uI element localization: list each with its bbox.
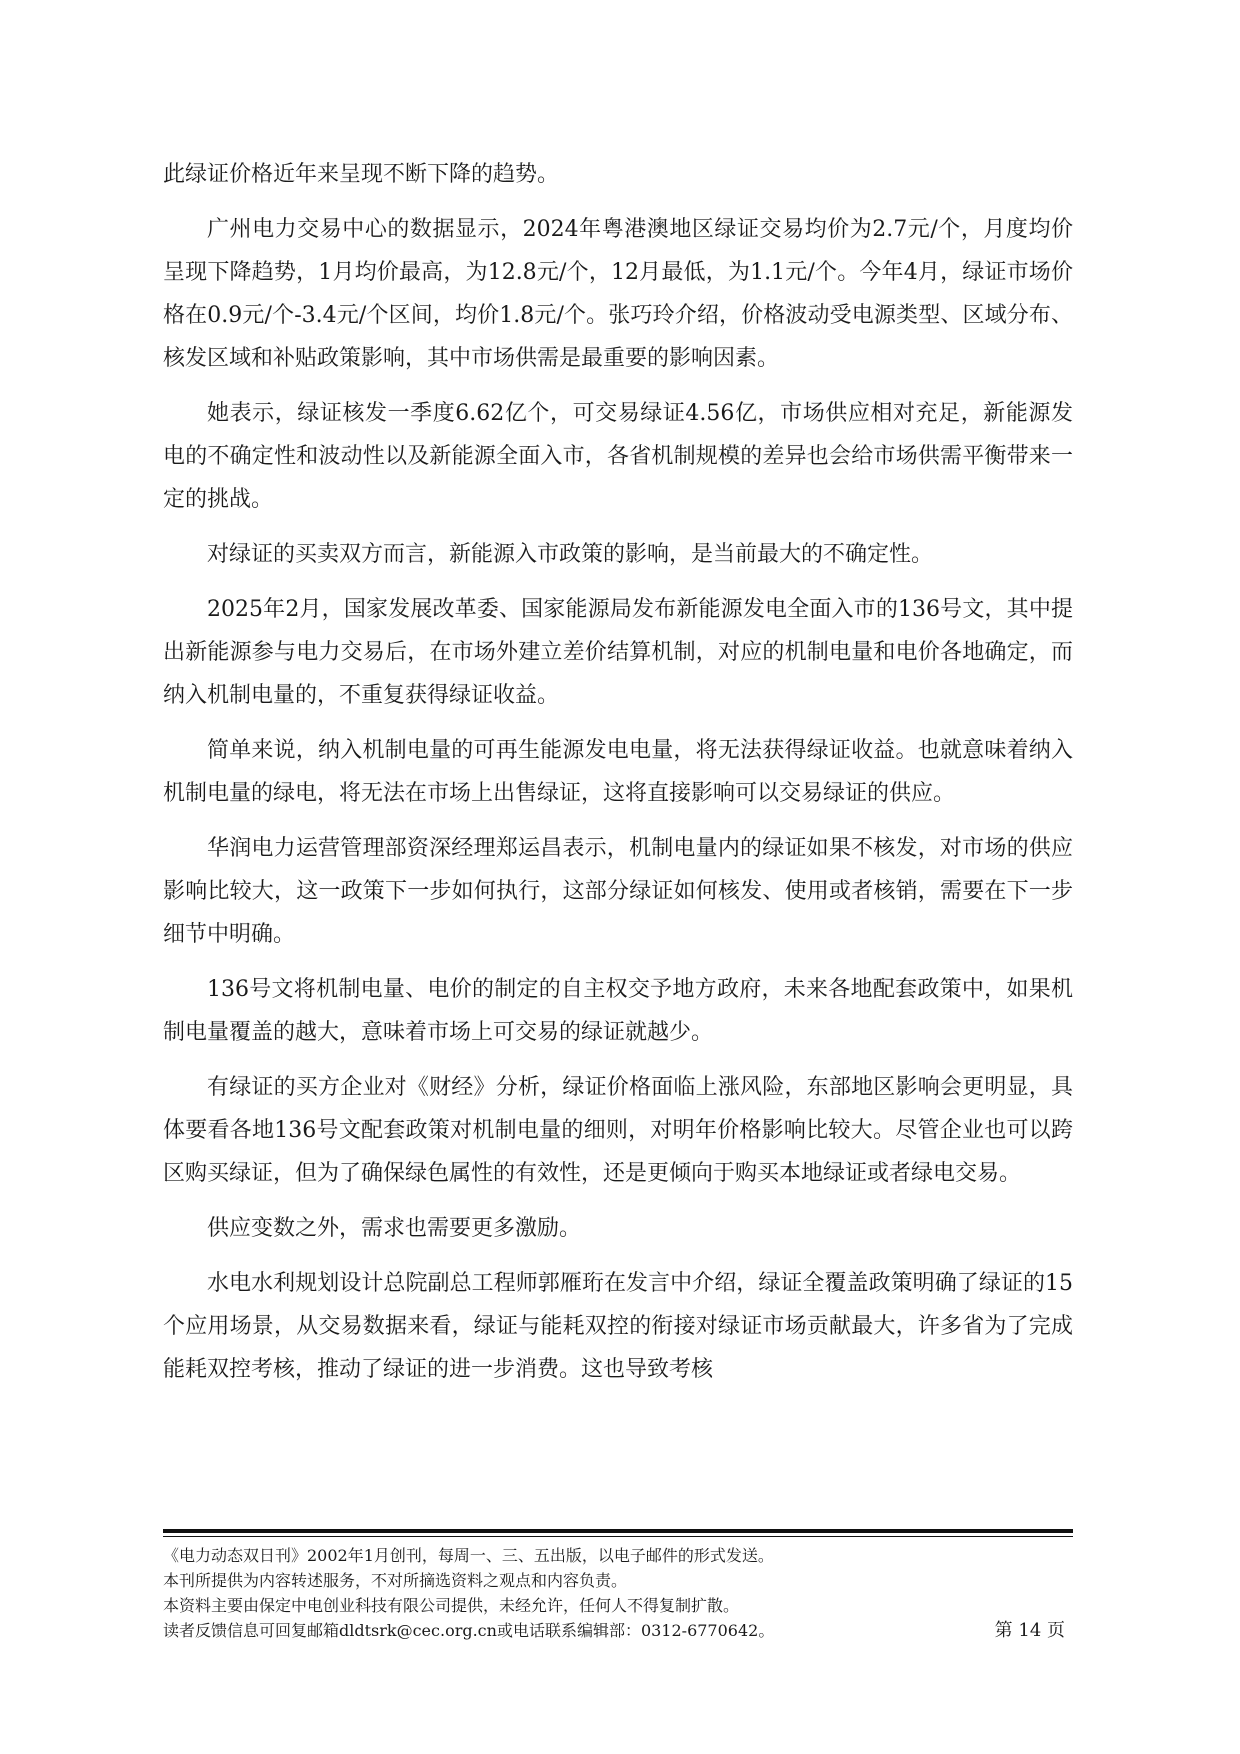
paragraph: 简单来说，纳入机制电量的可再生能源发电电量，将无法获得绿证收益。也就意味着纳入机制电量的绿电，将无法在市场上出售绿证，这将直接影响可以交易绿证的供应。 bbox=[163, 738, 1073, 806]
footer-publication-info: 《电力动态双日刊》2002年1月创刊，每周一、三、五出版，以电子邮件的形式发送。 bbox=[163, 1546, 774, 1565]
paragraph: 华润电力运营管理部资深经理郑运昌表示，机制电量内的绿证如果不核发，对市场的供应影响比较大，这一政策下一步如何执行，这部分绿证如何核发、使用或者核销，需要在下一步细节中明确。 bbox=[163, 836, 1073, 947]
paragraph: 136号文将机制电量、电价的制定的自主权交予地方政府，未来各地配套政策中，如果机制电量覆盖的越大，意味着市场上可交易的绿证就越少。 bbox=[163, 977, 1073, 1045]
paragraph: 供应变数之外，需求也需要更多激励。 bbox=[207, 1216, 582, 1241]
footer-divider-thick bbox=[163, 1529, 1073, 1533]
footer-contact: 读者反馈信息可回复邮箱dldtsrk@cec.org.cn或电话联系编辑部：0312-6770642。 bbox=[163, 1621, 775, 1640]
paragraph: 她表示，绿证核发一季度6.62亿个，可交易绿证4.56亿，市场供应相对充足，新能源发电的不确定性和波动性以及新能源全面入市，各省机制规模的差异也会给市场供需平衡带来一定的挑战。 bbox=[163, 401, 1073, 512]
footer-copyright: 本资料主要由保定中电创业科技有限公司提供，未经允许，任何人不得复制扩散。 bbox=[163, 1596, 740, 1615]
paragraph: 对绿证的买卖双方而言，新能源入市政策的影响，是当前最大的不确定性。 bbox=[207, 542, 934, 567]
footer-divider-thin bbox=[163, 1536, 1073, 1537]
footer-disclaimer: 本刊所提供为内容转述服务，不对所摘选资料之观点和内容负责。 bbox=[163, 1571, 628, 1590]
footer-contact-row bbox=[163, 1618, 1073, 1643]
page-footer bbox=[163, 1529, 1073, 1643]
article-body bbox=[163, 153, 1073, 1403]
paragraph: 此绿证价格近年来呈现不断下降的趋势。 bbox=[163, 162, 560, 187]
paragraph: 有绿证的买方企业对《财经》分析，绿证价格面临上涨风险，东部地区影响会更明显，具体要看各地136号文配套政策对机制电量的细则，对明年价格影响比较大。尽管企业也可以跨区购买绿证，但为了确保绿色属性的有效性，还是更倾向于购买本地绿证或者绿电交易。 bbox=[163, 1075, 1073, 1186]
page-number: 第 14 页 bbox=[994, 1620, 1065, 1641]
paragraph: 水电水利规划设计总院副总工程师郭雁珩在发言中介绍，绿证全覆盖政策明确了绿证的15个应用场景，从交易数据来看，绿证与能耗双控的衔接对绿证市场贡献最大，许多省为了完成能耗双控考核，推动了绿证的进一步消费。这也导致考核 bbox=[163, 1271, 1073, 1382]
paragraph: 2025年2月，国家发展改革委、国家能源局发布新能源发电全面入市的136号文，其中提出新能源参与电力交易后，在市场外建立差价结算机制，对应的机制电量和电价各地确定，而纳入机制电量的，不重复获得绿证收益。 bbox=[163, 597, 1073, 708]
paragraph: 广州电力交易中心的数据显示，2024年粤港澳地区绿证交易均价为2.7元/个，月度均价呈现下降趋势，1月均价最高，为12.8元/个，12月最低，为1.1元/个。今年4月，绿证市场价格在0.9元/个-3.4元/个区间，均价1.8元/个。张巧玲介绍，价格波动受电源类型、区域分布、核发区域和补贴政策影响，其中市场供需是最重要的影响因素。 bbox=[163, 217, 1073, 371]
